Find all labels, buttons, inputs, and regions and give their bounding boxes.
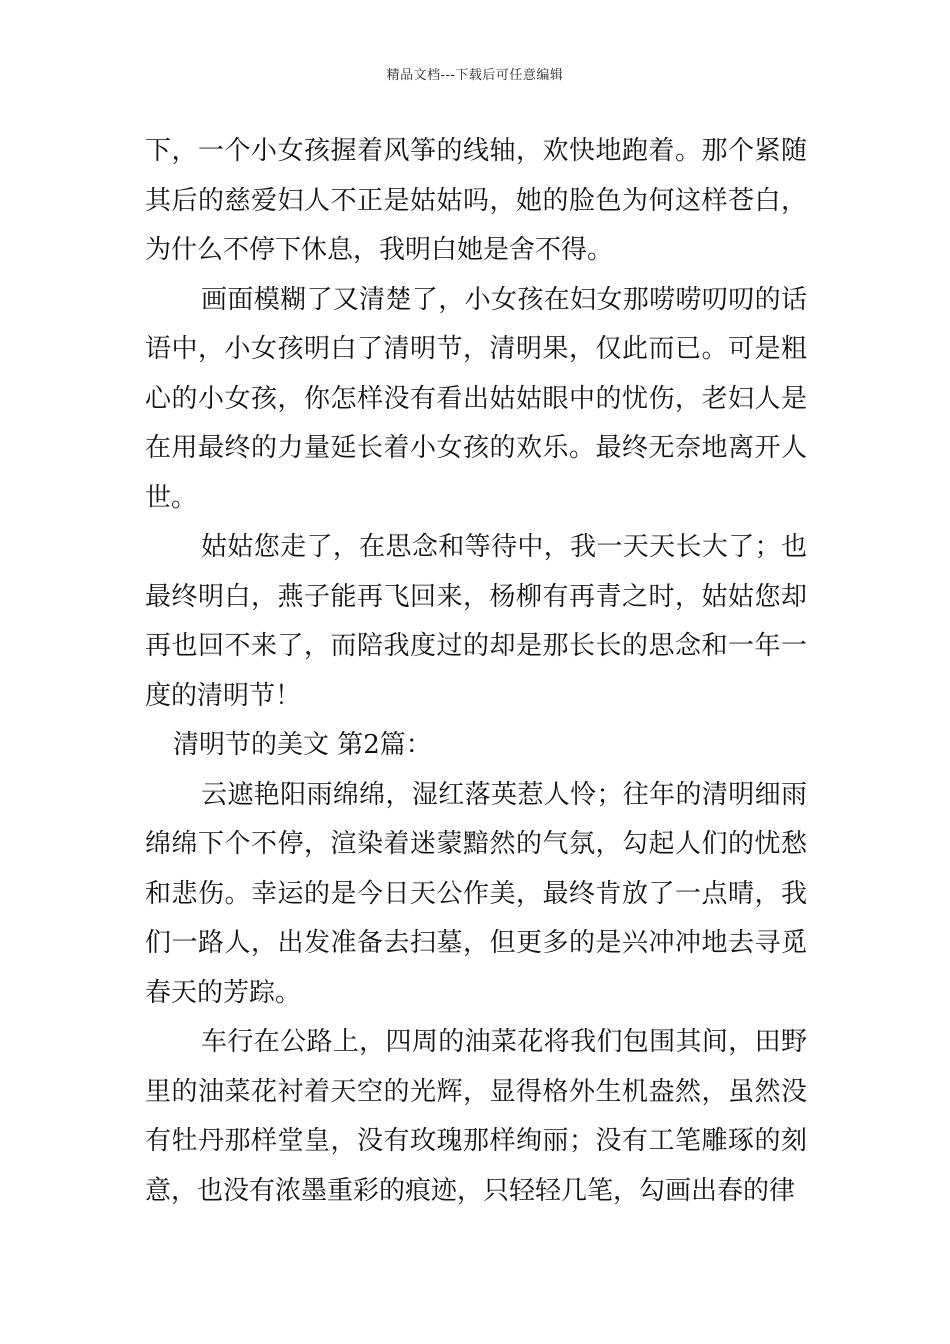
paragraph-continuation: 下，一个小女孩握着风筝的线轴，欢快地跑着。那个紧随其后的慈爱妇人不正是姑姑吗，她的脸色为何这样苍白，为什么不停下休息，我明白她是舍不得。: [145, 136, 807, 265]
paragraph: 姑姑您走了，在思念和等待中，我一天天长大了；也最终明白，燕子能再飞回来，杨柳有再青之时，姑姑您却再也回不来了，而陪我度过的却是那长长的思念和一年一度的清明节！: [145, 532, 807, 711]
document-body: [145, 127, 807, 1216]
page-header: 精品文档---下载后可任意编辑: [386, 68, 564, 83]
section-title: 清明节的美文 第2篇：: [173, 730, 432, 760]
paragraph: 云遮艳阳雨绵绵，湿红落英惹人怜；往年的清明细雨绵绵下个不停，渲染着迷蒙黯然的气氛，勾起人们的忧愁和悲伤。幸运的是今日天公作美，最终肯放了一点晴，我们一路人，出发准备去扫墓，但更多的是兴冲冲地去寻觅春天的芳踪。: [145, 779, 807, 1008]
paragraph: 画面模糊了又清楚了，小女孩在妇女那唠唠叨叨的话语中，小女孩明白了清明节，清明果，仅此而已。可是粗心的小女孩，你怎样没有看出姑姑眼中的忧伤，老妇人是在用最终的力量延长着小女孩的欢乐。最终无奈地离开人世。: [145, 284, 807, 513]
paragraph: 车行在公路上，四周的油菜花将我们包围其间，田野里的油菜花衬着天空的光辉，显得格外生机盎然，虽然没有牡丹那样堂皇，没有玫瑰那样绚丽；没有工笔雕琢的刻意，也没有浓墨重彩的痕迹，只轻轻几笔，勾画出春的律: [145, 1027, 807, 1206]
